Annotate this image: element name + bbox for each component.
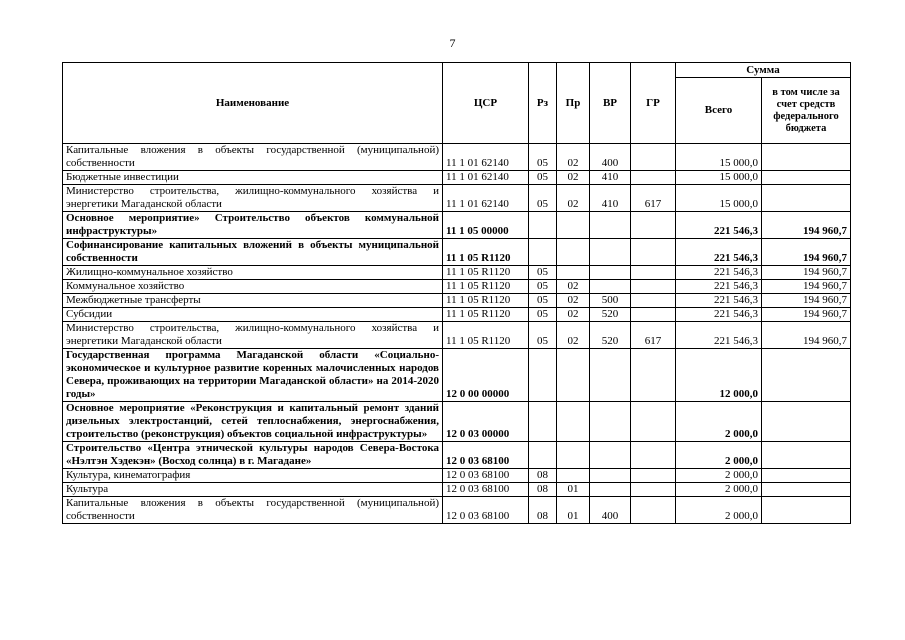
cell-csr: 11 1 05 R1120 [443, 294, 529, 308]
cell-csr: 12 0 03 68100 [443, 442, 529, 469]
cell-rz: 08 [529, 483, 557, 497]
cell-rz: 08 [529, 469, 557, 483]
cell-pr [557, 266, 590, 280]
table-header [63, 63, 851, 144]
cell-total: 2 000,0 [676, 402, 762, 442]
cell-vr: 520 [590, 322, 631, 349]
cell-vr [590, 239, 631, 266]
cell-rz: 05 [529, 171, 557, 185]
cell-gr [631, 266, 676, 280]
header-gr: ГР [631, 63, 676, 144]
table-row [63, 144, 851, 171]
table-row [63, 308, 851, 322]
cell-federal [762, 469, 851, 483]
cell-rz: 08 [529, 497, 557, 524]
table-row [63, 483, 851, 497]
cell-rz: 05 [529, 185, 557, 212]
cell-csr: 11 1 05 R1120 [443, 280, 529, 294]
table-row [63, 294, 851, 308]
table-row [63, 239, 851, 266]
header-csr: ЦСР [443, 63, 529, 144]
cell-csr: 12 0 03 68100 [443, 483, 529, 497]
cell-vr: 410 [590, 185, 631, 212]
cell-total: 221 546,3 [676, 308, 762, 322]
cell-total: 2 000,0 [676, 469, 762, 483]
table-row [63, 349, 851, 402]
cell-vr: 410 [590, 171, 631, 185]
cell-rz: 05 [529, 144, 557, 171]
cell-total: 2 000,0 [676, 483, 762, 497]
cell-gr [631, 442, 676, 469]
cell-pr: 02 [557, 280, 590, 294]
cell-csr: 11 1 01 62140 [443, 185, 529, 212]
cell-vr [590, 212, 631, 239]
cell-csr: 11 1 01 62140 [443, 144, 529, 171]
cell-name: Коммунальное хозяйство [63, 280, 443, 294]
cell-total: 221 546,3 [676, 239, 762, 266]
page-number: 7 [449, 36, 456, 50]
cell-total: 15 000,0 [676, 185, 762, 212]
cell-federal [762, 144, 851, 171]
cell-rz: 05 [529, 280, 557, 294]
cell-federal: 194 960,7 [762, 322, 851, 349]
cell-pr [557, 239, 590, 266]
cell-gr [631, 212, 676, 239]
cell-csr: 11 1 05 R1120 [443, 266, 529, 280]
cell-name: Культура, кинематография [63, 469, 443, 483]
cell-rz [529, 442, 557, 469]
header-rz: Рз [529, 63, 557, 144]
table-row [63, 469, 851, 483]
table-row [63, 280, 851, 294]
cell-federal: 194 960,7 [762, 308, 851, 322]
cell-name: Строительство «Центра этнической культуры народов Севера-Востока «Нэлтэн Хэдекэн» (Восход солнца) в г. Магадане» [63, 442, 443, 469]
cell-name: Субсидии [63, 308, 443, 322]
cell-pr: 02 [557, 294, 590, 308]
table-body [63, 144, 851, 524]
table-row [63, 402, 851, 442]
cell-csr: 11 1 01 62140 [443, 171, 529, 185]
cell-vr [590, 280, 631, 294]
cell-federal: 194 960,7 [762, 280, 851, 294]
cell-total: 12 000,0 [676, 349, 762, 402]
cell-name: Государственная программа Магаданской области «Социально-экономическое и культурное развитие коренных малочисленных народов Севера, проживающих на территории Магаданской области» на 2014-2020 годы» [63, 349, 443, 402]
header-federal: в том числе за счет средств федерального бюджета [762, 78, 851, 144]
cell-pr: 01 [557, 497, 590, 524]
cell-vr: 400 [590, 144, 631, 171]
cell-federal: 194 960,7 [762, 266, 851, 280]
cell-total: 221 546,3 [676, 322, 762, 349]
cell-pr: 02 [557, 322, 590, 349]
cell-gr [631, 497, 676, 524]
cell-federal [762, 483, 851, 497]
cell-pr [557, 469, 590, 483]
cell-csr: 11 1 05 R1120 [443, 322, 529, 349]
cell-gr [631, 483, 676, 497]
cell-vr [590, 442, 631, 469]
cell-vr: 500 [590, 294, 631, 308]
cell-vr [590, 349, 631, 402]
table-row [63, 497, 851, 524]
cell-gr [631, 294, 676, 308]
cell-pr: 02 [557, 308, 590, 322]
cell-federal [762, 442, 851, 469]
cell-csr: 12 0 00 00000 [443, 349, 529, 402]
cell-csr: 11 1 05 R1120 [443, 239, 529, 266]
cell-pr: 02 [557, 144, 590, 171]
cell-rz: 05 [529, 294, 557, 308]
cell-federal [762, 171, 851, 185]
cell-name: Межбюджетные трансферты [63, 294, 443, 308]
table-row [63, 212, 851, 239]
cell-vr: 400 [590, 497, 631, 524]
cell-rz: 05 [529, 322, 557, 349]
cell-total: 221 546,3 [676, 266, 762, 280]
cell-rz [529, 212, 557, 239]
cell-rz [529, 402, 557, 442]
table-row [63, 185, 851, 212]
cell-csr: 12 0 03 68100 [443, 497, 529, 524]
cell-name: Культура [63, 483, 443, 497]
table-row [63, 171, 851, 185]
cell-rz [529, 349, 557, 402]
cell-federal [762, 402, 851, 442]
cell-name: Капитальные вложения в объекты государственной (муниципальной) собственности [63, 144, 443, 171]
cell-vr [590, 483, 631, 497]
cell-name: Софинансирование капитальных вложений в объекты муниципальной собственности [63, 239, 443, 266]
cell-federal: 194 960,7 [762, 239, 851, 266]
cell-rz: 05 [529, 266, 557, 280]
cell-pr: 02 [557, 185, 590, 212]
cell-total: 15 000,0 [676, 144, 762, 171]
cell-gr [631, 308, 676, 322]
cell-vr [590, 469, 631, 483]
cell-gr [631, 239, 676, 266]
cell-name: Капитальные вложения в объекты государственной (муниципальной) собственности [63, 497, 443, 524]
cell-gr [631, 144, 676, 171]
cell-pr [557, 402, 590, 442]
table-row [63, 322, 851, 349]
cell-total: 221 546,3 [676, 212, 762, 239]
cell-gr [631, 402, 676, 442]
cell-gr: 617 [631, 322, 676, 349]
header-sum: Сумма [676, 63, 851, 78]
cell-name: Бюджетные инвестиции [63, 171, 443, 185]
cell-rz: 05 [529, 308, 557, 322]
cell-federal: 194 960,7 [762, 212, 851, 239]
cell-federal [762, 185, 851, 212]
cell-pr [557, 349, 590, 402]
cell-csr: 11 1 05 R1120 [443, 308, 529, 322]
table-row [63, 442, 851, 469]
cell-federal [762, 349, 851, 402]
cell-name: Министерство строительства, жилищно-коммунального хозяйства и энергетики Магаданской области [63, 185, 443, 212]
header-name: Наименование [63, 63, 443, 144]
cell-csr: 11 1 05 00000 [443, 212, 529, 239]
cell-name: Основное мероприятие» Строительство объектов коммунальной инфраструктуры» [63, 212, 443, 239]
header-pr: Пр [557, 63, 590, 144]
cell-total: 221 546,3 [676, 280, 762, 294]
cell-pr: 02 [557, 171, 590, 185]
cell-gr [631, 469, 676, 483]
cell-name: Основное мероприятие «Реконструкция и капитальный ремонт зданий дизельных электростанций, сетей теплоснабжения, энергоснабжения, строительство (реконструкция) объектов социальной инфраструктуры» [63, 402, 443, 442]
cell-gr: 617 [631, 185, 676, 212]
header-vr: ВР [590, 63, 631, 144]
cell-pr [557, 212, 590, 239]
cell-total: 2 000,0 [676, 442, 762, 469]
cell-federal [762, 497, 851, 524]
table-row [63, 266, 851, 280]
cell-vr [590, 266, 631, 280]
cell-vr [590, 402, 631, 442]
cell-name: Министерство строительства, жилищно-коммунального хозяйства и энергетики Магаданской области [63, 322, 443, 349]
cell-vr: 520 [590, 308, 631, 322]
cell-csr: 12 0 03 00000 [443, 402, 529, 442]
cell-gr [631, 171, 676, 185]
header-total: Всего [676, 78, 762, 144]
cell-federal: 194 960,7 [762, 294, 851, 308]
cell-csr: 12 0 03 68100 [443, 469, 529, 483]
cell-total: 2 000,0 [676, 497, 762, 524]
cell-gr [631, 349, 676, 402]
cell-pr: 01 [557, 483, 590, 497]
cell-pr [557, 442, 590, 469]
cell-gr [631, 280, 676, 294]
cell-total: 221 546,3 [676, 294, 762, 308]
budget-table [62, 62, 851, 524]
cell-name: Жилищно-коммунальное хозяйство [63, 266, 443, 280]
cell-rz [529, 239, 557, 266]
cell-total: 15 000,0 [676, 171, 762, 185]
